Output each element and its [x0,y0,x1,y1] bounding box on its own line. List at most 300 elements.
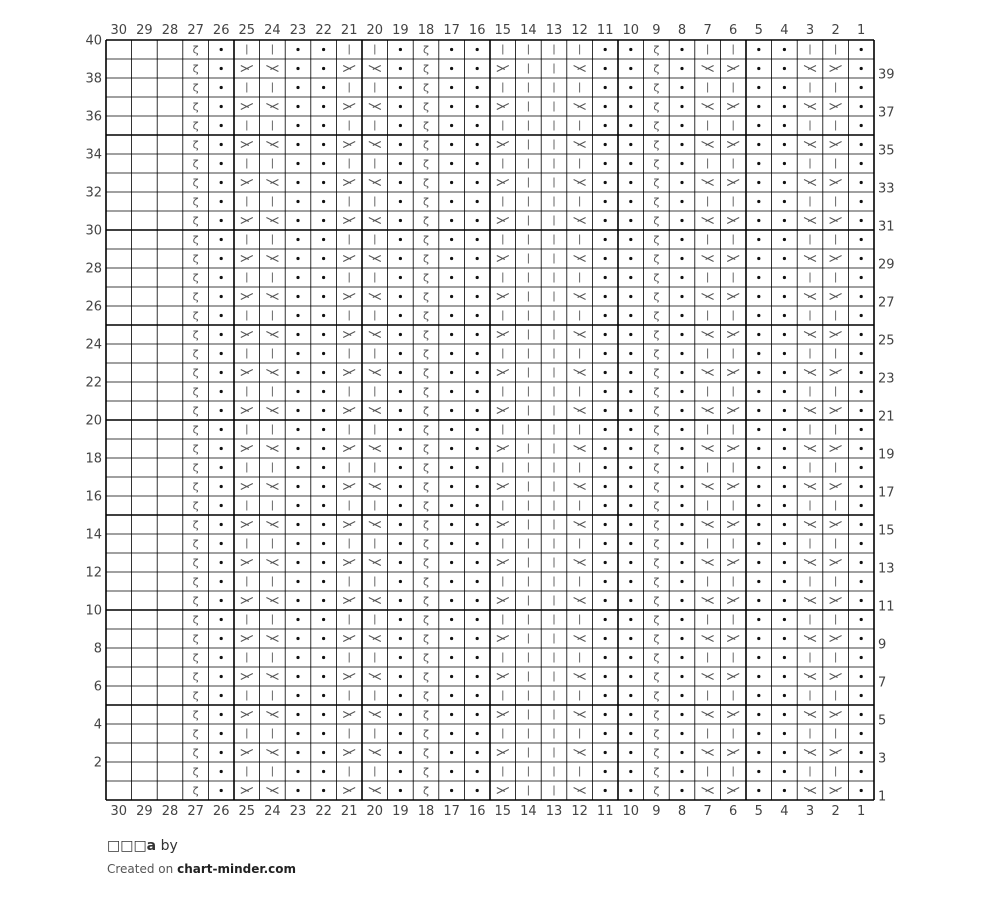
purl-dot-icon [860,751,863,754]
purl-dot-icon [476,447,479,450]
twisted-stitch-icon: ζ [653,518,660,532]
chart-title [107,838,296,854]
purl-dot-icon [450,504,453,507]
purl-dot-icon [783,200,786,203]
purl-dot-icon [322,409,325,412]
twisted-stitch-icon: ζ [423,765,429,779]
twisted-stitch-icon: ζ [423,746,429,760]
purl-dot-icon [680,390,683,393]
right-decrease-icon [808,104,816,108]
purl-dot-icon [757,124,760,127]
purl-dot-icon [757,314,760,317]
purl-dot-icon [757,485,760,488]
purl-dot-icon [399,295,402,298]
twisted-stitch-icon: ζ [192,138,199,152]
purl-dot-icon [220,276,223,279]
left-decrease-icon [727,294,735,298]
left-decrease-icon [241,674,249,678]
left-decrease-icon [241,256,249,260]
column-label-bottom: 13 [545,804,563,819]
purl-dot-icon [629,428,632,431]
purl-dot-icon [757,751,760,754]
purl-dot-icon [629,523,632,526]
purl-dot-icon [450,789,453,792]
purl-dot-icon [680,675,683,678]
purl-dot-icon [629,257,632,260]
purl-dot-icon [860,390,863,393]
right-decrease-icon [808,408,816,412]
purl-dot-icon [322,314,325,317]
row-label-right: 29 [878,257,895,273]
row-label-right: 35 [878,143,895,159]
twisted-stitch-icon: ζ [653,347,660,361]
left-decrease-icon [343,104,351,108]
purl-dot-icon [399,770,402,773]
purl-dot-icon [476,637,479,640]
twisted-stitch-icon: ζ [653,100,660,114]
purl-dot-icon [399,409,402,412]
twisted-stitch-icon: ζ [423,328,429,342]
purl-dot-icon [783,561,786,564]
row-label-left: 14 [85,527,102,543]
column-label-top: 22 [315,23,332,38]
left-decrease-icon [727,142,735,146]
purl-dot-icon [322,219,325,222]
left-decrease-icon [241,332,249,336]
purl-dot-icon [680,561,683,564]
purl-dot-icon [450,257,453,260]
left-decrease-icon [830,636,838,640]
purl-dot-icon [476,485,479,488]
right-decrease-icon [808,674,816,678]
purl-dot-icon [296,637,299,640]
purl-dot-icon [322,713,325,716]
twisted-stitch-icon: ζ [653,423,660,437]
twisted-stitch-icon: ζ [192,328,199,342]
purl-dot-icon [220,675,223,678]
twisted-stitch-icon: ζ [192,632,199,646]
twisted-stitch-icon: ζ [653,594,660,608]
purl-dot-icon [322,143,325,146]
purl-dot-icon [680,67,683,70]
purl-dot-icon [476,428,479,431]
purl-dot-icon [680,86,683,89]
twisted-stitch-icon: ζ [192,271,199,285]
purl-dot-icon [680,599,683,602]
purl-dot-icon [860,67,863,70]
column-label-top: 7 [703,23,712,38]
right-decrease-icon [706,104,714,108]
purl-dot-icon [860,447,863,450]
left-decrease-icon [343,332,351,336]
purl-dot-icon [757,580,760,583]
purl-dot-icon [629,637,632,640]
purl-dot-icon [629,390,632,393]
purl-dot-icon [680,523,683,526]
left-decrease-icon [830,66,838,70]
twisted-stitch-icon: ζ [192,708,199,722]
twisted-stitch-icon: ζ [653,43,660,57]
purl-dot-icon [629,580,632,583]
column-label-bottom: 14 [520,804,537,819]
purl-dot-icon [476,390,479,393]
purl-dot-icon [783,789,786,792]
purl-dot-icon [604,333,607,336]
left-decrease-icon [830,522,838,526]
purl-dot-icon [604,105,607,108]
purl-dot-icon [860,694,863,697]
left-decrease-icon [727,712,735,716]
purl-dot-icon [450,67,453,70]
purl-dot-icon [629,713,632,716]
column-label-top: 20 [366,23,384,38]
purl-dot-icon [629,124,632,127]
purl-dot-icon [860,675,863,678]
purl-dot-icon [680,618,683,621]
purl-dot-icon [450,124,453,127]
twisted-stitch-icon: ζ [192,62,199,76]
column-label-bottom: 4 [780,804,789,819]
column-label-bottom: 6 [729,804,738,819]
purl-dot-icon [629,542,632,545]
purl-dot-icon [783,143,786,146]
twisted-stitch-icon: ζ [653,670,660,684]
twisted-stitch-icon: ζ [423,651,429,665]
column-label-top: 6 [729,23,738,38]
right-decrease-icon [270,750,278,754]
left-decrease-icon [830,332,838,336]
purl-dot-icon [322,732,325,735]
purl-dot-icon [783,542,786,545]
left-decrease-icon [241,522,249,526]
left-decrease-icon [497,636,505,640]
left-decrease-icon [241,142,249,146]
purl-dot-icon [322,694,325,697]
right-decrease-icon [270,712,278,716]
purl-dot-icon [680,371,683,374]
purl-dot-icon [680,105,683,108]
purl-dot-icon [860,276,863,279]
right-decrease-icon [270,66,278,70]
twisted-stitch-icon: ζ [653,157,660,171]
purl-dot-icon [399,219,402,222]
purl-dot-icon [604,124,607,127]
purl-dot-icon [757,732,760,735]
column-label-top: 27 [187,23,204,38]
row-label-left: 28 [85,261,102,277]
purl-dot-icon [783,162,786,165]
right-decrease-icon [373,446,381,450]
purl-dot-icon [783,390,786,393]
purl-dot-icon [860,618,863,621]
purl-dot-icon [450,200,453,203]
purl-dot-icon [757,352,760,355]
purl-dot-icon [629,371,632,374]
purl-dot-icon [783,713,786,716]
left-decrease-icon [343,484,351,488]
left-decrease-icon [241,750,249,754]
right-decrease-icon [373,142,381,146]
purl-dot-icon [322,257,325,260]
purl-dot-icon [629,770,632,773]
purl-dot-icon [629,219,632,222]
column-label-bottom: 22 [315,804,332,819]
purl-dot-icon [783,485,786,488]
purl-dot-icon [220,371,223,374]
left-decrease-icon [497,446,505,450]
right-decrease-icon [808,142,816,146]
column-label-bottom: 15 [494,804,512,819]
left-decrease-icon [830,750,838,754]
purl-dot-icon [476,523,479,526]
purl-dot-icon [783,409,786,412]
twisted-stitch-icon: ζ [192,480,199,494]
purl-dot-icon [220,295,223,298]
twisted-stitch-icon: ζ [423,100,429,114]
right-decrease-icon [706,218,714,222]
purl-dot-icon [399,67,402,70]
purl-dot-icon [450,485,453,488]
twisted-stitch-icon: ζ [653,746,660,760]
twisted-stitch-icon: ζ [192,765,199,779]
left-decrease-icon [497,750,505,754]
twisted-stitch-icon: ζ [423,157,429,171]
column-label-top: 16 [468,23,486,38]
twisted-stitch-icon: ζ [653,708,660,722]
purl-dot-icon [476,409,479,412]
right-decrease-icon [373,218,381,222]
purl-dot-icon [399,48,402,51]
purl-dot-icon [296,295,299,298]
twisted-stitch-icon: ζ [653,632,660,646]
left-decrease-icon [830,712,838,716]
credit-site-link[interactable]: chart-minder.com [177,862,296,876]
right-decrease-icon [373,370,381,374]
right-decrease-icon [578,104,586,108]
right-decrease-icon [270,484,278,488]
left-decrease-icon [241,712,249,716]
purl-dot-icon [604,542,607,545]
purl-dot-icon [450,523,453,526]
purl-dot-icon [322,637,325,640]
purl-dot-icon [399,618,402,621]
purl-dot-icon [476,599,479,602]
right-decrease-icon [373,522,381,526]
purl-dot-icon [604,523,607,526]
right-decrease-icon [270,218,278,222]
column-label-bottom: 16 [468,804,486,819]
purl-dot-icon [322,656,325,659]
purl-dot-icon [322,67,325,70]
purl-dot-icon [220,409,223,412]
twisted-stitch-icon: ζ [653,328,660,342]
purl-dot-icon [604,371,607,374]
purl-dot-icon [680,789,683,792]
purl-dot-icon [322,181,325,184]
left-decrease-icon [727,104,735,108]
row-label-right: 33 [878,181,895,197]
column-label-top: 5 [754,23,763,38]
purl-dot-icon [604,732,607,735]
purl-dot-icon [604,428,607,431]
twisted-stitch-icon: ζ [653,271,660,285]
purl-dot-icon [680,276,683,279]
purl-dot-icon [680,219,683,222]
purl-dot-icon [322,580,325,583]
purl-dot-icon [220,124,223,127]
twisted-stitch-icon: ζ [653,404,660,418]
purl-dot-icon [322,599,325,602]
purl-dot-icon [296,713,299,716]
purl-dot-icon [860,238,863,241]
twisted-stitch-icon: ζ [192,423,199,437]
twisted-stitch-icon: ζ [423,81,429,95]
right-decrease-icon [578,674,586,678]
purl-dot-icon [757,371,760,374]
twisted-stitch-icon: ζ [653,575,660,589]
twisted-stitch-icon: ζ [192,176,199,190]
purl-dot-icon [629,352,632,355]
right-decrease-icon [706,370,714,374]
purl-dot-icon [476,257,479,260]
purl-dot-icon [296,618,299,621]
purl-dot-icon [399,105,402,108]
purl-dot-icon [399,732,402,735]
column-label-top: 8 [677,23,687,38]
right-decrease-icon [270,104,278,108]
twisted-stitch-icon: ζ [423,575,429,589]
left-decrease-icon [830,256,838,260]
purl-dot-icon [860,295,863,298]
purl-dot-icon [296,257,299,260]
column-label-top: 19 [392,23,409,38]
purl-dot-icon [399,637,402,640]
left-decrease-icon [241,560,249,564]
purl-dot-icon [296,409,299,412]
purl-dot-icon [322,48,325,51]
left-decrease-icon [497,332,505,336]
purl-dot-icon [296,770,299,773]
twisted-stitch-icon: ζ [423,138,429,152]
twisted-stitch-icon: ζ [192,746,199,760]
left-decrease-icon [497,712,505,716]
purl-dot-icon [322,504,325,507]
right-decrease-icon [373,750,381,754]
purl-dot-icon [399,257,402,260]
column-label-bottom: 28 [161,804,179,819]
right-decrease-icon [270,370,278,374]
purl-dot-icon [399,751,402,754]
left-decrease-icon [727,256,735,260]
twisted-stitch-icon: ζ [423,708,429,722]
purl-dot-icon [220,219,223,222]
purl-dot-icon [322,295,325,298]
purl-dot-icon [450,599,453,602]
twisted-stitch-icon: ζ [423,404,429,418]
purl-dot-icon [629,181,632,184]
right-decrease-icon [373,484,381,488]
purl-dot-icon [450,352,453,355]
purl-dot-icon [680,732,683,735]
purl-dot-icon [399,124,402,127]
right-decrease-icon [578,598,586,602]
purl-dot-icon [680,485,683,488]
purl-dot-icon [296,143,299,146]
purl-dot-icon [783,618,786,621]
column-label-bottom: 25 [238,804,256,819]
purl-dot-icon [604,694,607,697]
twisted-stitch-icon: ζ [192,347,199,361]
left-decrease-icon [830,294,838,298]
purl-dot-icon [860,105,863,108]
right-decrease-icon [706,446,714,450]
left-decrease-icon [241,180,249,184]
right-decrease-icon [808,256,816,260]
purl-dot-icon [296,561,299,564]
purl-dot-icon [220,561,223,564]
purl-dot-icon [604,580,607,583]
twisted-stitch-icon: ζ [653,613,660,627]
purl-dot-icon [322,124,325,127]
purl-dot-icon [450,276,453,279]
right-decrease-icon [373,636,381,640]
left-decrease-icon [497,598,505,602]
purl-dot-icon [450,466,453,469]
purl-dot-icon [604,162,607,165]
left-decrease-icon [343,370,351,374]
purl-dot-icon [757,637,760,640]
right-decrease-icon [808,636,816,640]
left-decrease-icon [830,446,838,450]
purl-dot-icon [296,751,299,754]
purl-dot-icon [604,466,607,469]
column-label-bottom: 26 [212,804,230,819]
purl-dot-icon [476,124,479,127]
purl-dot-icon [322,466,325,469]
purl-dot-icon [399,276,402,279]
purl-dot-icon [450,143,453,146]
purl-dot-icon [476,789,479,792]
purl-dot-icon [860,124,863,127]
purl-dot-icon [783,257,786,260]
right-decrease-icon [270,446,278,450]
row-label-left: 18 [85,451,102,467]
row-label-right: 37 [878,105,895,121]
twisted-stitch-icon: ζ [423,43,429,57]
purl-dot-icon [783,352,786,355]
purl-dot-icon [604,447,607,450]
purl-dot-icon [296,694,299,697]
purl-dot-icon [757,618,760,621]
purl-dot-icon [680,314,683,317]
purl-dot-icon [783,580,786,583]
purl-dot-icon [860,143,863,146]
purl-dot-icon [783,599,786,602]
purl-dot-icon [629,333,632,336]
purl-dot-icon [629,447,632,450]
purl-dot-icon [604,770,607,773]
purl-dot-icon [757,181,760,184]
left-decrease-icon [343,560,351,564]
purl-dot-icon [450,333,453,336]
twisted-stitch-icon: ζ [192,309,199,323]
purl-dot-icon [757,428,760,431]
purl-dot-icon [604,200,607,203]
twisted-stitch-icon: ζ [192,119,199,133]
left-decrease-icon [241,66,249,70]
purl-dot-icon [860,466,863,469]
purl-dot-icon [296,124,299,127]
